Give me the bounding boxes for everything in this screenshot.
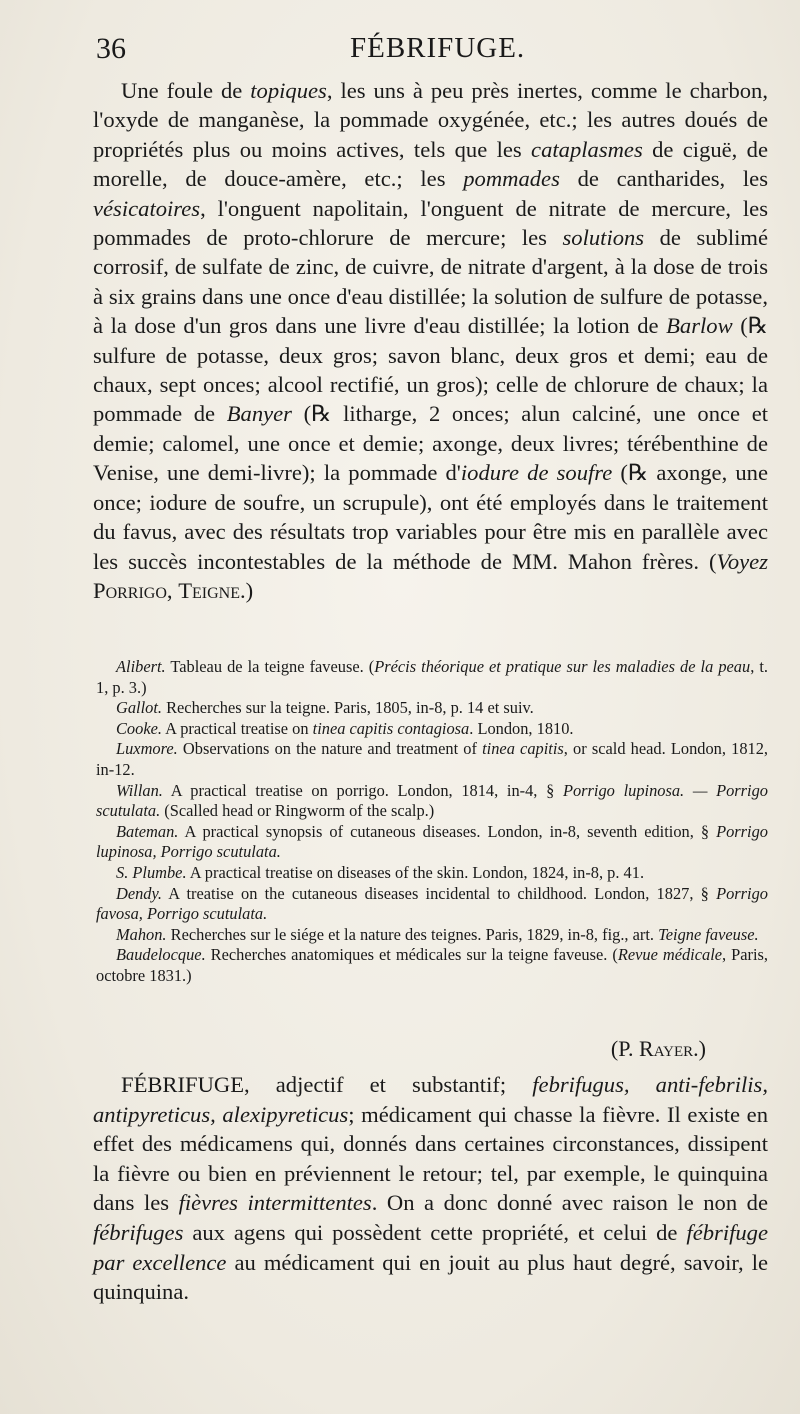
- running-title: FÉBRIFUGE.: [350, 32, 526, 64]
- author-signature: (P. Rayer.): [610, 1036, 706, 1061]
- febrifuge-definition: FÉBRIFUGE, adjectif et substantif; febrifugus, anti-febrilis, antipyreticus, alexipyreticus; médicament qui chasse la fièvre. Il existe en effet des médicamens qui, donnés dans certaines circonstances, dissipent la fièvre ou bien en préviennent le retour; tel, par exemple, le quinquina dans les fièvres intermittentes. On a donc donné avec raison le non de fébrifuges aux agens qui possèdent cette propriété, et celui de fébrifuge par excellence au médicament qui en jouit au plus haut degré, savoir, le quinquina.: [93, 1072, 769, 1305]
- febrifuge-entry: [93, 1070, 768, 1307]
- reference-entry: Luxmore. Observations on the nature and treatment of tinea capitis, or scald head. London, 1812, in-12.: [96, 739, 768, 779]
- reference-entry: S. Plumbe. A practical treatise on diseases of the skin. London, 1824, in-8, p. 41.: [116, 862, 645, 882]
- reference-entry: Bateman. A practical synopsis of cutaneous diseases. London, in-8, seventh edition, § Porrigo lupinosa, Porrigo scutulata.: [96, 821, 768, 862]
- topiques-paragraph-block: [93, 76, 768, 605]
- bibliography: [96, 657, 768, 987]
- topiques-paragraph: Une foule de topiques, les uns à peu près inertes, comme le charbon, l'oxyde de manganèse, la pommade oxygénée, etc.; les autres doués de propriétés plus ou moins actives, tels que les cataplasmes de ciguë, de morelle, de douce-amère, etc.; les pommades de cantharides, les vésicatoires, l'onguent napolitain, l'onguent de nitrate de mercure, les pommades de proto-chlorure de mercure; les solutions de sublimé corrosif, de sulfate de zinc, de cuivre, de nitrate d'argent, à la dose de trois à six grains dans une once d'eau distillée; la solution de sulfure de potasse, à la dose d'un gros dans une livre d'eau distillée; la lotion de Barlow (℞ sulfure de potasse, deux gros; savon blanc, deux gros et demi; eau de chaux, sept onces; alcool rectifié, un gros); celle de chlorure de chaux; la pommade de Banyer (℞ litharge, 2 onces; alun calciné, une once et demie; calomel, une once et demie; axonge, deux livres; térébenthine de Venise, une demi-livre); la pommade d'iodure de soufre (℞ axonge, une once; iodure de soufre, un scrupule), ont été employés dans le traitement du favus, avec des résultats trop variables pour être mis en parallèle avec les succès incontestables de la méthode de MM. Mahon frères. (Voyez Porrigo, Teigne.): [93, 78, 769, 603]
- page-header: [96, 32, 760, 72]
- reference-entry: Mahon. Recherches sur le siége et la nature des teignes. Paris, 1829, in-8, fig., art. Teigne faveuse.: [116, 924, 759, 944]
- reference-entry: Baudelocque. Recherches anatomiques et médicales sur la teigne faveuse. (Revue médicale, Paris, octobre 1831.): [96, 945, 768, 985]
- reference-entry: Alibert. Tableau de la teigne faveuse. (Précis théorique et pratique sur les maladies de la peau, t. 1, p. 3.): [96, 657, 768, 697]
- reference-entry: Willan. A practical treatise on porrigo. London, 1814, in-4, § Porrigo lupinosa. — Porrigo scutulata. (Scalled head or Ringworm of the scalp.): [96, 780, 768, 821]
- reference-entry: Dendy. A treatise on the cutaneous diseases incidental to childhood. London, 1827, § Porrigo favosa, Porrigo scutulata.: [96, 883, 768, 924]
- reference-entry: Cooke. A practical treatise on tinea capitis contagiosa. London, 1810.: [116, 718, 574, 738]
- reference-entry: Gallot. Recherches sur la teigne. Paris, 1805, in-8, p. 14 et suiv.: [116, 698, 534, 718]
- page-number: 36: [96, 32, 126, 65]
